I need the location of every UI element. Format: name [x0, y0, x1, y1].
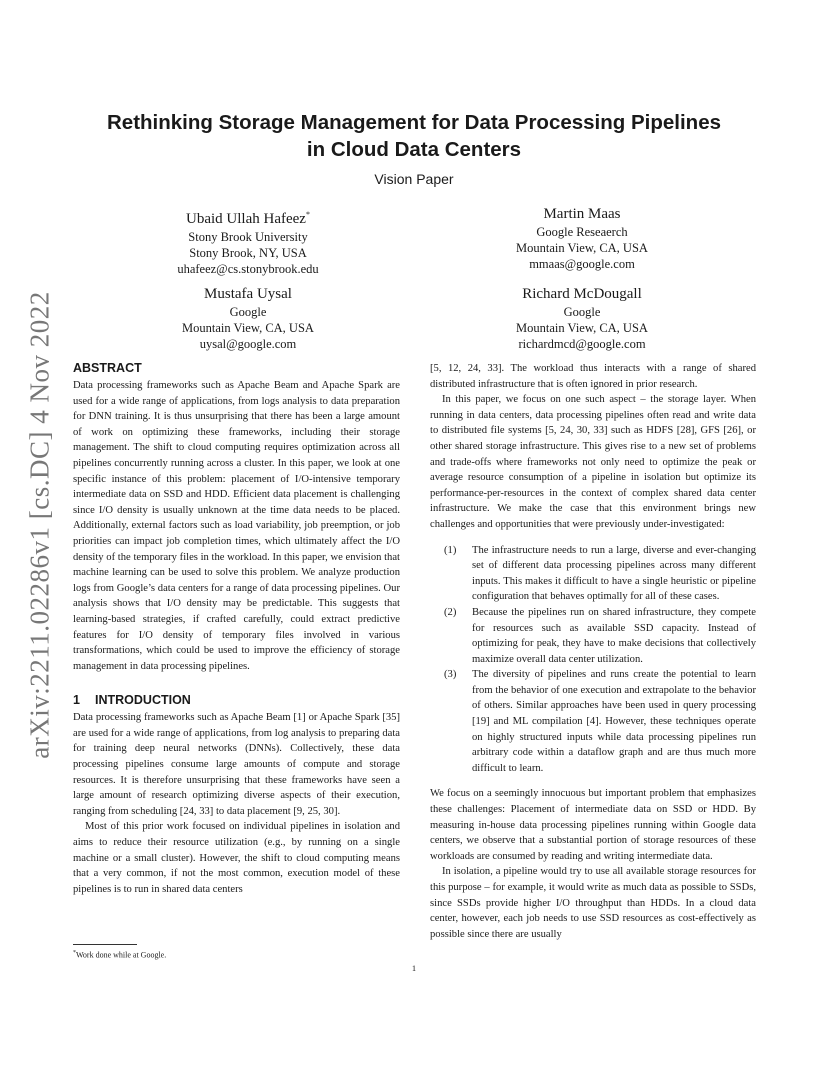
author-email[interactable]: mmaas@google.com	[529, 257, 635, 271]
list-item-text: The infrastructure needs to run a large, diverse and ever-changing set of different data processing pipelines across many different inputs. This makes it difficult to have a single heuristic or pipeline configuration that behaves optimally for all of these cases.	[472, 544, 756, 603]
author-location: Mountain View, CA, USA	[182, 321, 314, 335]
author-name-text: Ubaid Ullah Hafeez	[186, 211, 306, 227]
paper-title-line-1: Rethinking Storage Management for Data Processing Pipelines	[107, 111, 721, 134]
list-item-text: The diversity of pipelines and runs create the potential to learn from the behavior of one execution and extrapolate to the behavior of others. Similar approaches have been used in query processing [19] and ML compilation [4]. However, these techniques operate on highly structured inputs while data processing pipelines run arbitrary code within a dataflow graph and are thus much more difficult to learn.	[472, 669, 756, 774]
intro-heading-text: INTRODUCTION	[95, 693, 191, 708]
author-name	[98, 205, 398, 229]
author-email[interactable]: uhafeez@cs.stonybrook.edu	[177, 262, 319, 276]
challenge-list	[430, 543, 756, 777]
author-email[interactable]: richardmcd@google.com	[518, 337, 646, 351]
arxiv-stamp-text: arXiv:2211.02286v1 [cs.DC] 4 Nov 2022	[24, 291, 55, 759]
footnote-text: Work done while at Google.	[76, 950, 167, 960]
author-affiliation: Google	[563, 305, 601, 319]
author-email[interactable]: uysal@google.com	[199, 337, 297, 351]
author-affiliation: Google Reseaerch	[536, 225, 628, 239]
author-affiliation: Google	[229, 305, 267, 319]
author-block-mcdougall	[432, 285, 732, 352]
body-paragraph: [5, 12, 24, 33]. The workload thus interacts with a range of shared distributed infrastructure that is often ignored in prior research.	[430, 363, 756, 390]
author-location: Stony Brook, NY, USA	[189, 246, 307, 260]
paper-subtitle: Vision Paper	[374, 171, 454, 187]
paper-title-line-2: in Cloud Data Centers	[306, 138, 522, 161]
intro-heading	[73, 692, 400, 708]
intro-paragraph: Most of this prior work focused on individual pipelines in isolation and aims to reduce their resource utilization (e.g., by running on a single machine or a small cluster). However, the shift to cloud computing means that a very common, if not the most common, execution model of these pipelines is to run in shared data centers	[73, 821, 400, 895]
author-name: Richard McDougall	[522, 286, 642, 302]
list-item-text: Because the pipelines run on shared infrastructure, they compete for resources such as available SSD capacity. Instead of optimizing for peak, they have to make decisions that collectively maximize overall data center utilization.	[472, 606, 756, 665]
arxiv-stamp	[20, 290, 60, 760]
body-paragraph: In this paper, we focus on one such aspect – the storage layer. When running in data centers, data processing pipelines often read and write data to distributed file systems [5, 24, 30, 33] such as HDFS [28], GFS [26], or other shared storage infrastructure. This gives rise to a new set of problems and trade-offs where frameworks not only need to optimize the peak or average resource consumption of a pipeline in isolation but optimize its performance-per-resources in the context of complex shared data center infrastructure. We make the case that this environment brings new challenges and opportunities that were previously under-investigated:	[430, 394, 756, 530]
abstract-text: Data processing frameworks such as Apache Beam and Apache Spark are used for a wide range of applications, from logs analysis to data preparation for DNN training. It is thus unsurprising that there has been a large amount of work on optimizing these frameworks, including their storage management. The shift to cloud computing requires optimization across all pipelines concurrently running across a cluster. In this paper, we look at one specific instance of this problem: placement of I/O-intensive temporary intermediate data on SSD and HDD. Efficient data placement is challenging since I/O density is usually unknown at the time data needs to be placed. Additionally, external factors such as load variability, job preemption, or job priorities can impact job completion times, which ultimately affect the I/O density of the temporary files in the workload. In this paper, we envision that machine learning can be used to solve this problem. We analyze production logs from Google’s data centers for a range of data processing pipelines. Our analysis shows that I/O density may be predictable. This suggests that learning-based strategies, if crafted carefully, could extract predictive features for I/O density of temporary files involved in various transformations, which could be used to improve the efficiency of storage management in data processing pipelines.	[73, 380, 400, 672]
list-marker: (1)	[444, 544, 457, 556]
abstract-heading: ABSTRACT	[73, 361, 142, 375]
author-block-maas	[432, 205, 732, 272]
left-column	[73, 360, 400, 897]
footnote	[73, 948, 166, 961]
list-marker: (2)	[444, 606, 457, 618]
footnote-rule	[73, 944, 137, 945]
intro-paragraph: Data processing frameworks such as Apache Beam [1] or Apache Spark [35] are used for a wide range of applications, from log analysis to preparing data for training deep neural networks (DNNs). Collectively, these data processing pipelines consume large amounts of compute and storage resources. It is therefore unsurprising that these frameworks have seen a large amount of research optimizing diverse aspects of their execution, ranging from scheduling [24, 33] to data placement [9, 25, 30].	[73, 712, 400, 817]
author-footnote-mark: *	[305, 210, 310, 219]
author-name: Mustafa Uysal	[204, 286, 292, 302]
list-item	[430, 605, 756, 667]
footnote-mark: *	[73, 950, 76, 956]
author-block-hafeez	[98, 205, 398, 277]
author-affiliation: Stony Brook University	[188, 230, 308, 244]
author-location: Mountain View, CA, USA	[516, 321, 648, 335]
page-number: 1	[411, 963, 417, 973]
list-item	[430, 667, 756, 776]
author-location: Mountain View, CA, USA	[516, 241, 648, 255]
right-column	[430, 361, 756, 942]
author-name: Martin Maas	[543, 206, 621, 222]
body-paragraph: In isolation, a pipeline would try to use all available storage resources for this purpose – for example, it would write as much data as possible to SSDs, since SSDs provide higher I/O throughput than HDDs. In a cloud data center, however, each job needs to use SSD resources as cost-effectively as possible since there are usually	[430, 866, 756, 940]
list-marker: (3)	[444, 669, 457, 681]
author-block-uysal	[98, 285, 398, 352]
paper-title	[60, 109, 768, 163]
body-paragraph: We focus on a seemingly innocuous but important problem that emphasizes these challenges: Placement of intermediate data on SSD or HDD. By measuring in-house data processing pipelines running within Google data centers, we observe that a substantial portion of storage resources of these workloads are consumed by reading and writing intermediate data.	[430, 788, 756, 862]
intro-section-number: 1	[73, 693, 80, 708]
list-item	[430, 543, 756, 605]
